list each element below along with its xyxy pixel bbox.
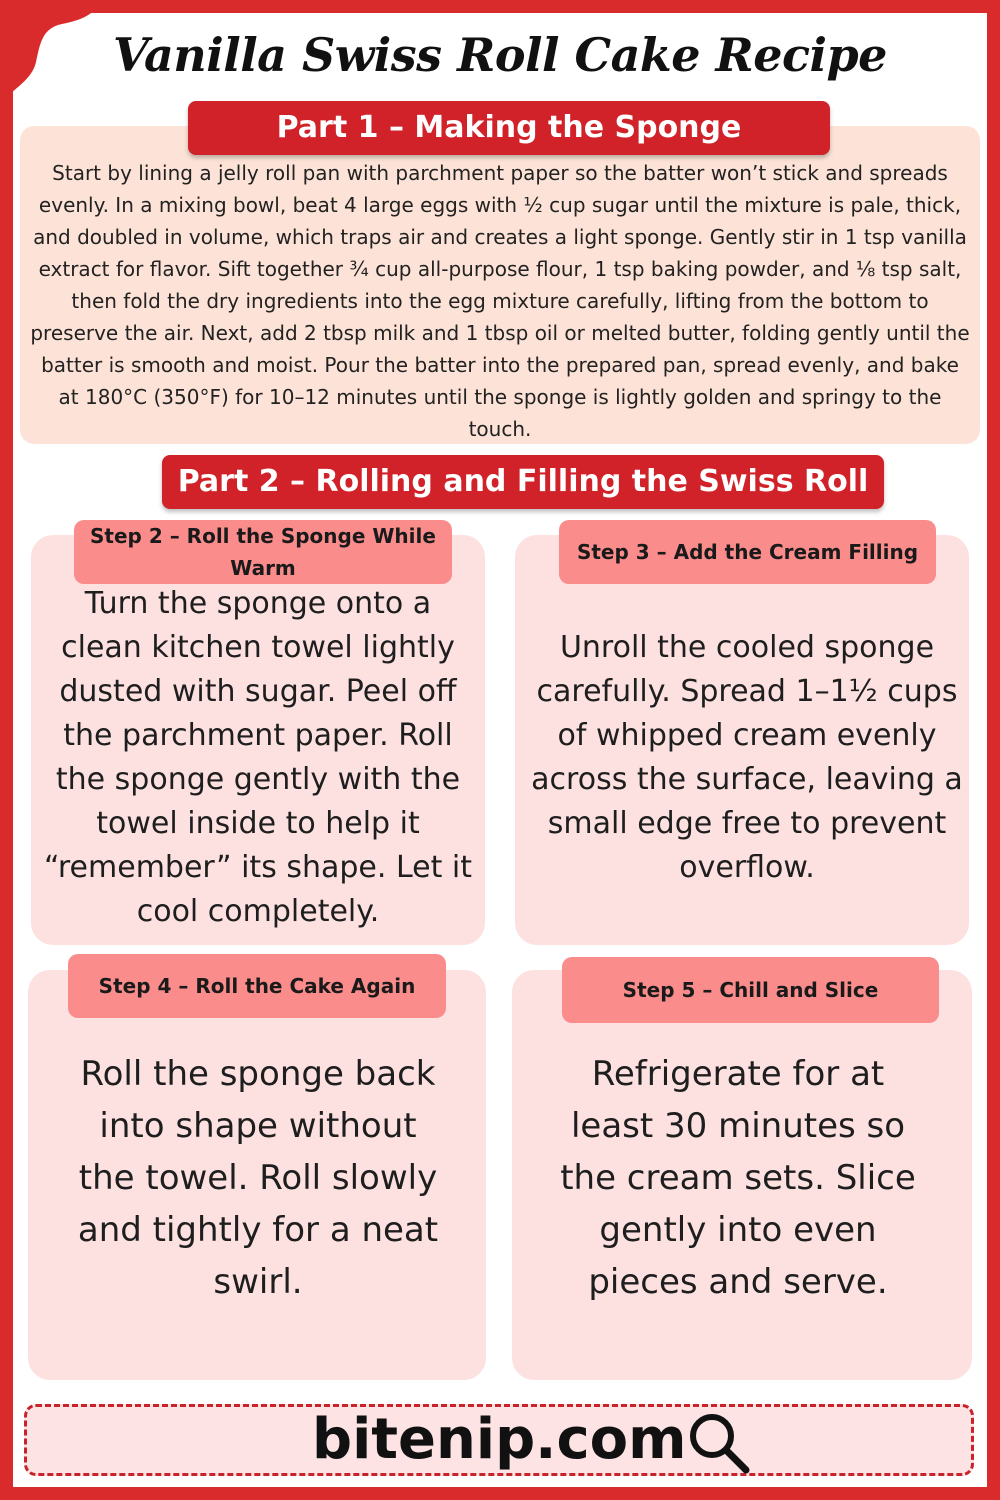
- step-4-text: Roll the sponge back into shape without the towel. Roll slowly and tightly for a neat swirl.: [77, 1054, 439, 1302]
- step-3-title: Step 3 – Add the Cream Filling: [559, 520, 936, 584]
- step-4-title: Step 4 – Roll the Cake Again: [68, 954, 446, 1018]
- step-3-text: Unroll the cooled sponge carefully. Spread 1–1½ cups of whipped cream evenly across the surface, leaving a small edge free to prevent overflow.: [531, 630, 963, 885]
- step-2-text: Turn the sponge onto a clean kitchen towel lightly dusted with sugar. Peel off the parchment paper. Roll the sponge gently with the towel inside to help it “remember” its shape. Let it cool completely.: [43, 586, 472, 929]
- site-link[interactable]: bitenip.com: [312, 1407, 687, 1472]
- step-2-title: Step 2 – Roll the Sponge While Warm: [74, 520, 452, 584]
- part1-heading: Part 1 – Making the Sponge: [188, 101, 830, 155]
- part1-instructions: Start by lining a jelly roll pan with parchment paper so the batter won’t stick and spreads evenly. In a mixing bowl, beat 4 large eggs with ½ cup sugar until the mixture is pale, thick, and doubled in volume, which traps air and creates a light sponge. Gently stir in 1 tsp vanilla extract for flavor. Sift together ¾ cup all-purpose flour, 1 tsp baking powder, and ⅛ tsp salt, then fold the dry ingredients into the egg mixture carefully, lifting from the bottom to preserve the air. Next, add 2 tbsp milk and 1 tbsp oil or melted butter, folding gently until the batter is smooth and moist. Pour the batter into the prepared pan, spread evenly, and bake at 180°C (350°F) for 10–12 minutes until the sponge is lightly golden and springy to the touch.: [30, 161, 970, 441]
- step-5-title: Step 5 – Chill and Slice: [562, 957, 939, 1023]
- search-icon[interactable]: [686, 1410, 752, 1476]
- part2-heading: Part 2 – Rolling and Filling the Swiss Roll: [162, 455, 884, 509]
- step-5-text: Refrigerate for at least 30 minutes so the cream sets. Slice gently into even pieces and serve.: [560, 1054, 916, 1302]
- page-title: Vanilla Swiss Roll Cake Recipe: [113, 28, 887, 82]
